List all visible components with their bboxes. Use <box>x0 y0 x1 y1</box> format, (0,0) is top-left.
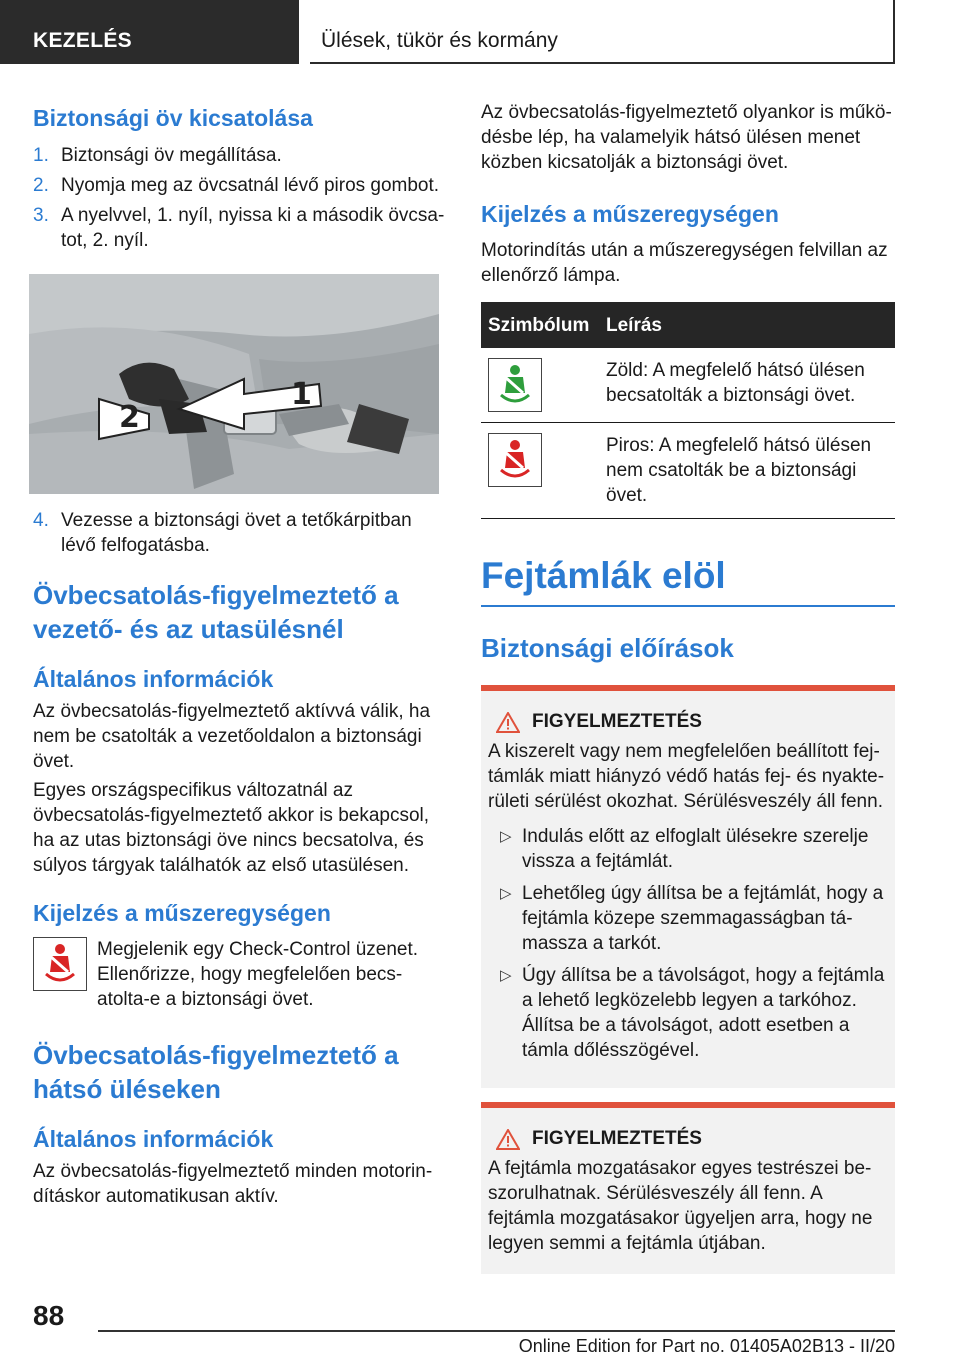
check-control-block <box>33 937 445 1012</box>
list-item: ▷ Úgy állítsa be a távolságot, hogy a fejtámla a lehető legközelebb legyen a tarkóhoz. Állítsa be a távolságot, adott esetben a támla dőlésszögével. <box>500 965 885 1061</box>
warning-title-2: FIGYELMEZTETÉS <box>496 1128 888 1150</box>
warning-box-2 <box>481 1102 895 1274</box>
list-item: ▷ Lehetőleg úgy állítsa be a fejtámlát, hogy a fejtámla közepe szemmagasságban támassza a tarkót. <box>500 883 884 954</box>
headrest-title: Fejtámlák elöl <box>481 555 726 596</box>
warning-title-1: FIGYELMEZTETÉS <box>496 711 888 733</box>
chapter-title: Ülések, tükör és kormány <box>310 0 895 64</box>
list-item: 4. Vezesse a biztonsági övet a tetőkárpitban lévő felfogatásba. <box>33 510 412 556</box>
fasten-title: Biztonsági öv kicsatolása <box>33 105 313 131</box>
symbol-table <box>481 302 895 519</box>
front-general-title: Általános információk <box>33 666 274 692</box>
front-display-title: Kijelzés a műszeregységen <box>33 900 331 926</box>
edition-text: Online Edition for Part no. 01405A02B13 - II/20 <box>518 1336 895 1356</box>
arrow-label-1: 1 <box>291 377 312 412</box>
list-item: 1. Biztonsági öv megállítása. <box>33 145 282 166</box>
list-item: 3. A nyelvvel, 1. nyíl, nyissa ki a második övcsatot, 2. nyíl. <box>33 205 445 251</box>
right-column <box>481 100 895 1274</box>
seatbelt-red-icon <box>33 937 87 991</box>
seatbelt-green-icon <box>488 358 542 412</box>
seatbelt-red-icon <box>488 433 542 487</box>
rear-general-title: Általános információk <box>33 1126 274 1152</box>
rear-display-text: Motorindítás után a műszeregységen felvillan az ellenőrző lámpa. <box>481 240 888 286</box>
rear-reminder-title: Övbecsatolás-figyelmeztető a hátsó üléseken <box>33 1040 399 1104</box>
front-display-text: Megjelenik egy Check-Control üzenet. Ellenőrizze, hogy megfelelően becsatolta-e a biztonsági övet. <box>97 939 419 1010</box>
warning-box-1 <box>481 685 895 1088</box>
title-rule <box>481 605 895 607</box>
warning-triangle-icon <box>496 1129 520 1150</box>
seatbelt-buckle-figure <box>29 274 439 494</box>
col-desc-header: Leírás <box>599 302 895 348</box>
list-item: 2. Nyomja meg az övcsatnál lévő piros gombot. <box>33 175 440 196</box>
row-desc: Zöld: A megfelelő hátsó ülésen becsatolták a biztonsági övet. <box>599 348 895 423</box>
bullet-triangle-icon: ▷ <box>500 885 512 902</box>
warning-text-1: A kiszerelt vagy nem megfelelően beállított fejtámlák miatt hiányzó védő hatás fej- és nyakterületi sérülést okozhat. Sérülésveszély áll fenn. <box>488 741 885 812</box>
warning-bullets <box>488 824 888 1063</box>
step4-list <box>33 508 445 558</box>
section-tab: KEZELÉS <box>0 0 299 64</box>
front-p1: Az övbecsatolás-figyelmeztető aktívvá válik, ha nem be csatolták a vezetőoldalon a biztonsági övet. <box>33 701 431 772</box>
rear-intro: Az övbecsatolás-figyelmeztető olyankor is működésbe lép, ha valamelyik hátsó ülésen menet közben kicsatolják a biztonsági övet. <box>481 102 892 173</box>
left-column <box>33 100 445 1209</box>
buckle-illustration <box>29 274 439 494</box>
table-row <box>481 423 895 519</box>
safety-title: Biztonsági előírások <box>481 633 734 663</box>
rear-display-title: Kijelzés a műszeregységen <box>481 201 779 227</box>
arrow-label-2: 2 <box>119 400 140 435</box>
warning-triangle-icon <box>496 712 520 733</box>
footer-rule <box>98 1330 895 1332</box>
front-p2: Egyes országspecifikus változatnál az övbecsatolás-figyelmeztető akkor is bekapcsol, ha az utas biztonsági öve nincs becsatolva, és súlyos tárgyak találhatók az első utasülésen. <box>33 780 430 876</box>
front-reminder-title: Övbecsatolás-figyelmeztető a vezető- és az utasülésnél <box>33 580 399 644</box>
page-number: 88 <box>33 1300 65 1331</box>
row-desc: Piros: A megfelelő hátsó ülésen nem csatolták be a biztonsági övet. <box>599 423 895 519</box>
rear-p1: Az övbecsatolás-figyelmeztető minden motorindításkor automatikusan aktív. <box>33 1161 433 1207</box>
steps-list <box>33 143 445 253</box>
list-item: ▷ Indulás előtt az elfoglalt ülésekre szerelje vissza a fejtámlát. <box>500 826 869 872</box>
bullet-triangle-icon: ▷ <box>500 967 512 984</box>
table-row <box>481 348 895 423</box>
bullet-triangle-icon: ▷ <box>500 828 512 845</box>
warning-text-2: A fejtámla mozgatásakor egyes testrészei beszorulhatnak. Sérülésveszély áll fenn. A fejtámla mozgatásakor ügyeljen arra, hogy ne legyen semmi a fejtámla útjában. <box>488 1158 873 1254</box>
col-symbol-header: Szimbólum <box>481 302 599 348</box>
